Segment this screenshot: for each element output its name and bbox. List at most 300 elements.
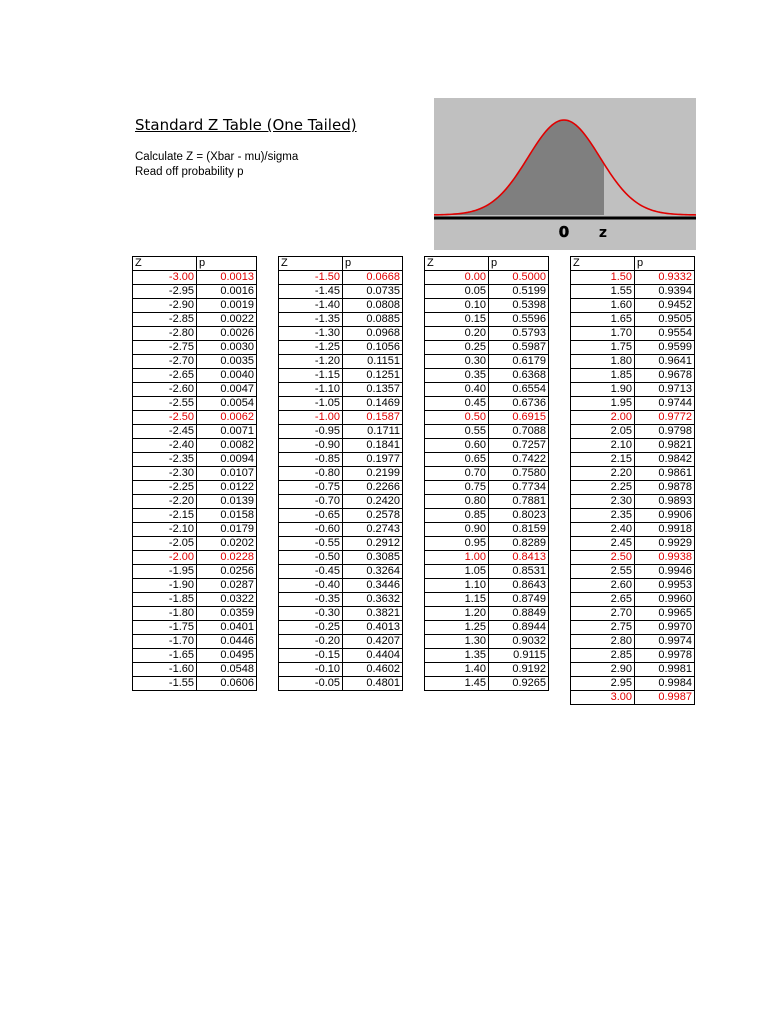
z-value-cell: 0.90: [425, 523, 489, 537]
z-value-cell: -2.60: [133, 383, 197, 397]
z-value-cell: -1.05: [279, 397, 343, 411]
z-value-cell: -1.45: [279, 285, 343, 299]
table-row: [425, 355, 549, 369]
z-value-cell: 3.00: [571, 691, 635, 705]
table-row: [279, 635, 403, 649]
z-value-cell: 0.50: [425, 411, 489, 425]
table-row: [571, 663, 695, 677]
z-value-cell: 2.70: [571, 607, 635, 621]
table-row: [133, 579, 257, 593]
p-value-cell: 0.4404: [343, 649, 403, 663]
p-value-cell: 0.2578: [343, 509, 403, 523]
z-value-cell: 2.20: [571, 467, 635, 481]
z-value-cell: 1.40: [425, 663, 489, 677]
z-value-cell: 0.75: [425, 481, 489, 495]
p-value-cell: 0.0082: [197, 439, 257, 453]
z-value-cell: 1.85: [571, 369, 635, 383]
table-row: [133, 481, 257, 495]
column-header-z: Z: [571, 257, 635, 271]
p-value-cell: 0.1841: [343, 439, 403, 453]
table-row: [133, 313, 257, 327]
table-row: [133, 299, 257, 313]
p-value-cell: 0.9946: [635, 565, 695, 579]
z-table-column-2: [278, 256, 403, 691]
table-row: [133, 565, 257, 579]
p-value-cell: 0.9960: [635, 593, 695, 607]
table-row: [425, 439, 549, 453]
z-value-cell: 2.10: [571, 439, 635, 453]
z-value-cell: -1.00: [279, 411, 343, 425]
z-value-cell: -0.05: [279, 677, 343, 691]
table-row: [279, 397, 403, 411]
table-row: [279, 579, 403, 593]
z-value-cell: 2.40: [571, 523, 635, 537]
table-row: [425, 677, 549, 691]
table-row: [133, 663, 257, 677]
table-row: [425, 579, 549, 593]
z-value-cell: 0.85: [425, 509, 489, 523]
z-value-cell: 1.75: [571, 341, 635, 355]
p-value-cell: 0.9970: [635, 621, 695, 635]
p-value-cell: 0.1469: [343, 397, 403, 411]
z-value-cell: -1.60: [133, 663, 197, 677]
table-header-row: [279, 257, 403, 271]
z-value-cell: 2.15: [571, 453, 635, 467]
shaded-area: [434, 120, 604, 215]
z-value-cell: 0.00: [425, 271, 489, 285]
p-value-cell: 0.7422: [489, 453, 549, 467]
z-value-cell: 1.05: [425, 565, 489, 579]
table-row: [425, 341, 549, 355]
p-value-cell: 0.3632: [343, 593, 403, 607]
p-value-cell: 0.0179: [197, 523, 257, 537]
table-row: [571, 551, 695, 565]
table-row: [425, 397, 549, 411]
table-row: [425, 299, 549, 313]
z-value-cell: 1.95: [571, 397, 635, 411]
z-value-cell: -2.75: [133, 341, 197, 355]
z-value-cell: -0.75: [279, 481, 343, 495]
table-row: [425, 635, 549, 649]
column-header-p: p: [343, 257, 403, 271]
p-value-cell: 0.9974: [635, 635, 695, 649]
table-row: [279, 621, 403, 635]
z-axis-label: z: [598, 225, 608, 241]
table-row: [279, 551, 403, 565]
z-value-cell: 0.35: [425, 369, 489, 383]
table-row: [279, 453, 403, 467]
p-value-cell: 0.5000: [489, 271, 549, 285]
table-row: [425, 453, 549, 467]
p-value-cell: 0.0808: [343, 299, 403, 313]
z-value-cell: -1.50: [279, 271, 343, 285]
column-header-z: Z: [279, 257, 343, 271]
table-row: [279, 299, 403, 313]
table-row: [133, 355, 257, 369]
table-row: [571, 579, 695, 593]
zero-label: 0: [558, 223, 570, 241]
z-value-cell: -1.15: [279, 369, 343, 383]
p-value-cell: 0.1977: [343, 453, 403, 467]
p-value-cell: 0.8643: [489, 579, 549, 593]
z-value-cell: -2.35: [133, 453, 197, 467]
table-row: [133, 649, 257, 663]
p-value-cell: 0.1151: [343, 355, 403, 369]
z-value-cell: -0.30: [279, 607, 343, 621]
table-header-row: [425, 257, 549, 271]
column-header-z: Z: [425, 257, 489, 271]
z-value-cell: -2.50: [133, 411, 197, 425]
table-row: [133, 467, 257, 481]
p-value-cell: 0.3264: [343, 565, 403, 579]
p-value-cell: 0.8849: [489, 607, 549, 621]
table-row: [571, 313, 695, 327]
z-value-cell: -1.80: [133, 607, 197, 621]
p-value-cell: 0.8159: [489, 523, 549, 537]
z-value-cell: 1.15: [425, 593, 489, 607]
table-row: [425, 509, 549, 523]
z-value-cell: 1.25: [425, 621, 489, 635]
table-row: [571, 425, 695, 439]
table-row: [279, 537, 403, 551]
table-row: [571, 439, 695, 453]
p-value-cell: 0.6915: [489, 411, 549, 425]
table-row: [279, 327, 403, 341]
z-value-cell: -0.20: [279, 635, 343, 649]
z-value-cell: -0.25: [279, 621, 343, 635]
z-value-cell: -1.40: [279, 299, 343, 313]
table-row: [279, 565, 403, 579]
table-row: [571, 607, 695, 621]
p-value-cell: 0.4013: [343, 621, 403, 635]
table-row: [425, 593, 549, 607]
z-value-cell: 1.10: [425, 579, 489, 593]
z-value-cell: 2.00: [571, 411, 635, 425]
z-value-cell: -2.90: [133, 299, 197, 313]
p-value-cell: 0.9554: [635, 327, 695, 341]
z-value-cell: -0.70: [279, 495, 343, 509]
p-value-cell: 0.9842: [635, 453, 695, 467]
table-row: [425, 411, 549, 425]
p-value-cell: 0.9678: [635, 369, 695, 383]
p-value-cell: 0.9821: [635, 439, 695, 453]
p-value-cell: 0.0158: [197, 509, 257, 523]
z-value-cell: 1.45: [425, 677, 489, 691]
table-row: [133, 383, 257, 397]
p-value-cell: 0.0668: [343, 271, 403, 285]
p-value-cell: 0.2266: [343, 481, 403, 495]
table-row: [571, 341, 695, 355]
p-value-cell: 0.9906: [635, 509, 695, 523]
p-value-cell: 0.9918: [635, 523, 695, 537]
z-value-cell: -2.40: [133, 439, 197, 453]
p-value-cell: 0.0040: [197, 369, 257, 383]
table-row: [425, 425, 549, 439]
table-row: [133, 285, 257, 299]
table-row: [279, 341, 403, 355]
table-row: [571, 467, 695, 481]
p-value-cell: 0.1587: [343, 411, 403, 425]
p-value-cell: 0.3085: [343, 551, 403, 565]
z-value-cell: -1.55: [133, 677, 197, 691]
instruction-read: Read off probability p: [135, 166, 244, 178]
column-header-p: p: [197, 257, 257, 271]
table-row: [425, 551, 549, 565]
p-value-cell: 0.9713: [635, 383, 695, 397]
table-row: [425, 663, 549, 677]
z-value-cell: 0.25: [425, 341, 489, 355]
z-value-cell: -1.70: [133, 635, 197, 649]
z-value-cell: 0.95: [425, 537, 489, 551]
z-value-cell: -2.85: [133, 313, 197, 327]
p-value-cell: 0.0035: [197, 355, 257, 369]
z-value-cell: -1.65: [133, 649, 197, 663]
p-value-cell: 0.8531: [489, 565, 549, 579]
z-value-cell: 0.65: [425, 453, 489, 467]
p-value-cell: 0.9772: [635, 411, 695, 425]
z-value-cell: -2.65: [133, 369, 197, 383]
table-row: [425, 327, 549, 341]
p-value-cell: 0.0735: [343, 285, 403, 299]
z-value-cell: -0.95: [279, 425, 343, 439]
z-value-cell: -0.45: [279, 565, 343, 579]
instruction-calculate: Calculate Z = (Xbar - mu)/sigma: [135, 151, 299, 163]
z-value-cell: -1.90: [133, 579, 197, 593]
p-value-cell: 0.6368: [489, 369, 549, 383]
table-row: [133, 635, 257, 649]
p-value-cell: 0.2912: [343, 537, 403, 551]
table-row: [571, 509, 695, 523]
z-value-cell: 0.70: [425, 467, 489, 481]
table-row: [571, 565, 695, 579]
z-table-column-1: [132, 256, 257, 691]
table-row: [571, 481, 695, 495]
z-value-cell: 0.60: [425, 439, 489, 453]
table-row: [425, 607, 549, 621]
z-value-cell: -1.20: [279, 355, 343, 369]
p-value-cell: 0.1711: [343, 425, 403, 439]
z-value-cell: 2.50: [571, 551, 635, 565]
p-value-cell: 0.9599: [635, 341, 695, 355]
table-row: [571, 411, 695, 425]
z-value-cell: -0.50: [279, 551, 343, 565]
z-value-cell: -0.15: [279, 649, 343, 663]
z-value-cell: -0.80: [279, 467, 343, 481]
normal-curve-figure: [434, 98, 696, 250]
z-value-cell: 1.00: [425, 551, 489, 565]
table-row: [279, 313, 403, 327]
table-row: [571, 635, 695, 649]
z-value-cell: 1.70: [571, 327, 635, 341]
p-value-cell: 0.6179: [489, 355, 549, 369]
table-row: [279, 677, 403, 691]
table-row: [133, 509, 257, 523]
p-value-cell: 0.7257: [489, 439, 549, 453]
z-value-cell: 0.30: [425, 355, 489, 369]
table-row: [133, 495, 257, 509]
p-value-cell: 0.0047: [197, 383, 257, 397]
p-value-cell: 0.0054: [197, 397, 257, 411]
z-table-column-3: [424, 256, 549, 691]
p-value-cell: 0.9115: [489, 649, 549, 663]
p-value-cell: 0.0022: [197, 313, 257, 327]
table-row: [425, 495, 549, 509]
table-row: [279, 285, 403, 299]
p-value-cell: 0.3446: [343, 579, 403, 593]
z-value-cell: 2.90: [571, 663, 635, 677]
table-row: [133, 551, 257, 565]
table-row: [133, 523, 257, 537]
p-value-cell: 0.0548: [197, 663, 257, 677]
p-value-cell: 0.5987: [489, 341, 549, 355]
z-value-cell: 1.55: [571, 285, 635, 299]
table-row: [279, 383, 403, 397]
p-value-cell: 0.8289: [489, 537, 549, 551]
table-row: [133, 341, 257, 355]
p-value-cell: 0.0062: [197, 411, 257, 425]
table-row: [425, 383, 549, 397]
page-title: Standard Z Table (One Tailed): [135, 116, 357, 134]
table-row: [425, 369, 549, 383]
p-value-cell: 0.9505: [635, 313, 695, 327]
p-value-cell: 0.7734: [489, 481, 549, 495]
p-value-cell: 0.9452: [635, 299, 695, 313]
table-row: [425, 271, 549, 285]
z-value-cell: 2.80: [571, 635, 635, 649]
p-value-cell: 0.0071: [197, 425, 257, 439]
p-value-cell: 0.6736: [489, 397, 549, 411]
table-row: [279, 439, 403, 453]
p-value-cell: 0.8944: [489, 621, 549, 635]
z-value-cell: -2.20: [133, 495, 197, 509]
p-value-cell: 0.9953: [635, 579, 695, 593]
p-value-cell: 0.5793: [489, 327, 549, 341]
z-value-cell: -1.85: [133, 593, 197, 607]
table-row: [571, 383, 695, 397]
p-value-cell: 0.9987: [635, 691, 695, 705]
p-value-cell: 0.2743: [343, 523, 403, 537]
z-table-column-4: [570, 256, 695, 705]
table-row: [571, 677, 695, 691]
p-value-cell: 0.6554: [489, 383, 549, 397]
p-value-cell: 0.0107: [197, 467, 257, 481]
z-value-cell: -0.40: [279, 579, 343, 593]
z-value-cell: 2.85: [571, 649, 635, 663]
table-row: [571, 397, 695, 411]
p-value-cell: 0.4602: [343, 663, 403, 677]
table-row: [133, 425, 257, 439]
p-value-cell: 0.0495: [197, 649, 257, 663]
table-row: [279, 355, 403, 369]
p-value-cell: 0.0202: [197, 537, 257, 551]
table-row: [133, 369, 257, 383]
table-row: [279, 649, 403, 663]
table-row: [279, 523, 403, 537]
table-row: [571, 453, 695, 467]
p-value-cell: 0.0228: [197, 551, 257, 565]
z-value-cell: -2.45: [133, 425, 197, 439]
table-row: [133, 397, 257, 411]
table-row: [571, 495, 695, 509]
z-value-cell: 2.75: [571, 621, 635, 635]
p-value-cell: 0.9641: [635, 355, 695, 369]
table-row: [425, 649, 549, 663]
table-row: [571, 537, 695, 551]
table-row: [133, 621, 257, 635]
z-value-cell: 1.90: [571, 383, 635, 397]
p-value-cell: 0.2420: [343, 495, 403, 509]
table-row: [425, 467, 549, 481]
table-row: [133, 607, 257, 621]
z-value-cell: -0.65: [279, 509, 343, 523]
p-value-cell: 0.0030: [197, 341, 257, 355]
z-value-cell: -2.80: [133, 327, 197, 341]
p-value-cell: 0.1357: [343, 383, 403, 397]
z-value-cell: -1.25: [279, 341, 343, 355]
p-value-cell: 0.0287: [197, 579, 257, 593]
p-value-cell: 0.8749: [489, 593, 549, 607]
p-value-cell: 0.5398: [489, 299, 549, 313]
table-row: [133, 453, 257, 467]
z-value-cell: -3.00: [133, 271, 197, 285]
z-value-cell: 0.80: [425, 495, 489, 509]
table-row: [571, 299, 695, 313]
table-row: [279, 369, 403, 383]
table-row: [279, 593, 403, 607]
p-value-cell: 0.4801: [343, 677, 403, 691]
p-value-cell: 0.9744: [635, 397, 695, 411]
table-row: [425, 537, 549, 551]
p-value-cell: 0.8023: [489, 509, 549, 523]
table-row: [279, 411, 403, 425]
z-value-cell: -2.95: [133, 285, 197, 299]
z-value-cell: 1.20: [425, 607, 489, 621]
z-value-cell: -0.60: [279, 523, 343, 537]
table-row: [425, 313, 549, 327]
z-value-cell: 0.45: [425, 397, 489, 411]
p-value-cell: 0.0256: [197, 565, 257, 579]
z-value-cell: 0.10: [425, 299, 489, 313]
z-value-cell: 1.50: [571, 271, 635, 285]
p-value-cell: 0.0446: [197, 635, 257, 649]
column-header-p: p: [489, 257, 549, 271]
table-row: [133, 271, 257, 285]
table-row: [279, 481, 403, 495]
table-row: [279, 467, 403, 481]
z-value-cell: -1.30: [279, 327, 343, 341]
table-row: [571, 691, 695, 705]
table-row: [133, 537, 257, 551]
p-value-cell: 0.9938: [635, 551, 695, 565]
table-row: [133, 439, 257, 453]
p-value-cell: 0.5596: [489, 313, 549, 327]
table-row: [279, 271, 403, 285]
table-row: [425, 621, 549, 635]
z-value-cell: 2.30: [571, 495, 635, 509]
p-value-cell: 0.4207: [343, 635, 403, 649]
table-header-row: [133, 257, 257, 271]
p-value-cell: 0.0122: [197, 481, 257, 495]
table-row: [133, 327, 257, 341]
p-value-cell: 0.9981: [635, 663, 695, 677]
p-value-cell: 0.9192: [489, 663, 549, 677]
z-value-cell: -2.25: [133, 481, 197, 495]
z-value-cell: -1.75: [133, 621, 197, 635]
table-row: [571, 355, 695, 369]
p-value-cell: 0.0139: [197, 495, 257, 509]
p-value-cell: 0.1056: [343, 341, 403, 355]
p-value-cell: 0.9965: [635, 607, 695, 621]
